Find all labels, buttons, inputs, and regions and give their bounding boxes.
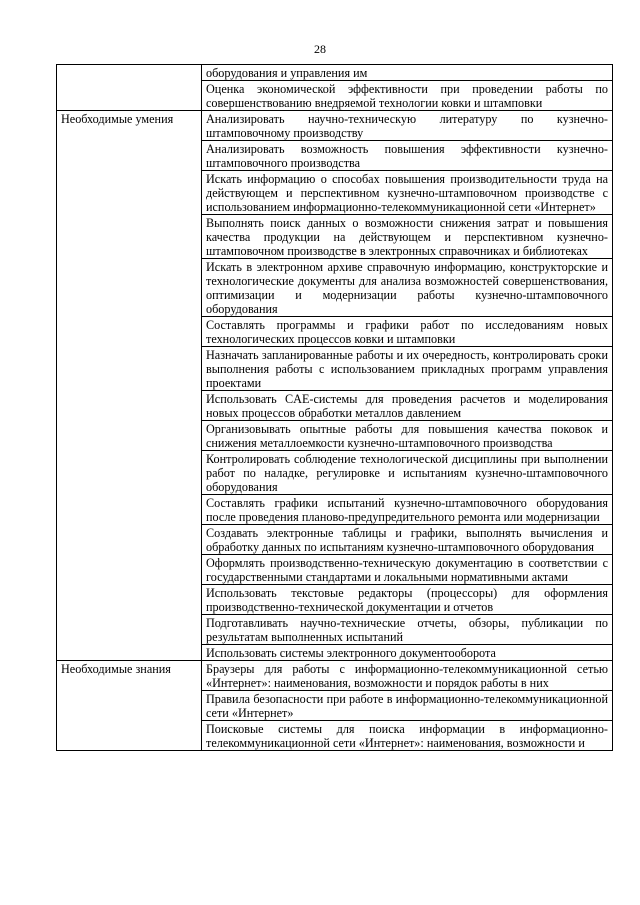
requirement-item: Использовать текстовые редакторы (процессоры) для оформления производственно-технической документации и отчетов [202, 585, 613, 615]
requirements-table-body [57, 65, 613, 751]
requirement-item: Использовать CAE-системы для проведения расчетов и моделирования новых процессов обработки металлов давлением [202, 391, 613, 421]
requirement-item: Искать информацию о способах повышения производительности труда на действующем и перспективном кузнечно-штамповочном производстве с использованием информационно-телекоммуникационной сети «Интернет» [202, 171, 613, 215]
page-number: 28 [314, 42, 326, 56]
requirement-item: Организовывать опытные работы для повышения качества поковок и снижения металлоемкости кузнечно-штамповочного производства [202, 421, 613, 451]
requirement-item: Анализировать возможность повышения эффективности кузнечно-штамповочного производства [202, 141, 613, 171]
section-label: Необходимые знания [57, 661, 202, 751]
requirement-item: оборудования и управления им [202, 65, 613, 81]
requirement-item: Назначать запланированные работы и их очередность, контролировать сроки выполнения работы с использованием прикладных программ управления проектами [202, 347, 613, 391]
requirement-item: Создавать электронные таблицы и графики, выполнять вычисления и обработку данных по испытаниям кузнечно-штамповочного оборудования [202, 525, 613, 555]
requirement-item: Составлять программы и графики работ по исследованиям новых технологических процессов ковки и штамповки [202, 317, 613, 347]
table-row [57, 65, 613, 81]
requirement-item: Подготавливать научно-технические отчеты, обзоры, публикации по результатам выполненных испытаний [202, 615, 613, 645]
requirements-table [56, 64, 613, 751]
requirement-item: Составлять графики испытаний кузнечно-штамповочного оборудования после проведения планово-предупредительного ремонта или модернизации [202, 495, 613, 525]
requirement-item: Искать в электронном архиве справочную информацию, конструкторские и технологические документы для анализа возможностей совершенствования, оптимизации и модернизации работы кузнечно-штамповочного оборудования [202, 259, 613, 317]
requirement-item: Оценка экономической эффективности при проведении работы по совершенствованию внедряемой технологии ковки и штамповки [202, 81, 613, 111]
section-label [57, 65, 202, 111]
requirement-item: Анализировать научно-техническую литературу по кузнечно-штамповочному производству [202, 111, 613, 141]
table-row [57, 111, 613, 141]
requirement-item: Браузеры для работы с информационно-телекоммуникационной сетью «Интернет»: наименования, возможности и порядок работы в них [202, 661, 613, 691]
requirement-item: Использовать системы электронного документооборота [202, 645, 613, 661]
requirement-item: Правила безопасности при работе в информационно-телекоммуникационной сети «Интернет» [202, 691, 613, 721]
requirement-item: Выполнять поиск данных о возможности снижения затрат и повышения качества продукции на действующем и перспективном кузнечно-штамповочном производстве в электронных справочниках и библиотеках [202, 215, 613, 259]
table-row [57, 661, 613, 691]
section-label: Необходимые умения [57, 111, 202, 661]
requirement-item: Оформлять производственно-техническую документацию в соответствии с государственными стандартами и локальными нормативными актами [202, 555, 613, 585]
requirement-item: Контролировать соблюдение технологической дисциплины при выполнении работ по наладке, регулировке и испытаниям кузнечно-штамповочного оборудования [202, 451, 613, 495]
requirement-item: Поисковые системы для поиска информации в информационно-телекоммуникационной сети «Интернет»: наименования, возможности и [202, 721, 613, 751]
